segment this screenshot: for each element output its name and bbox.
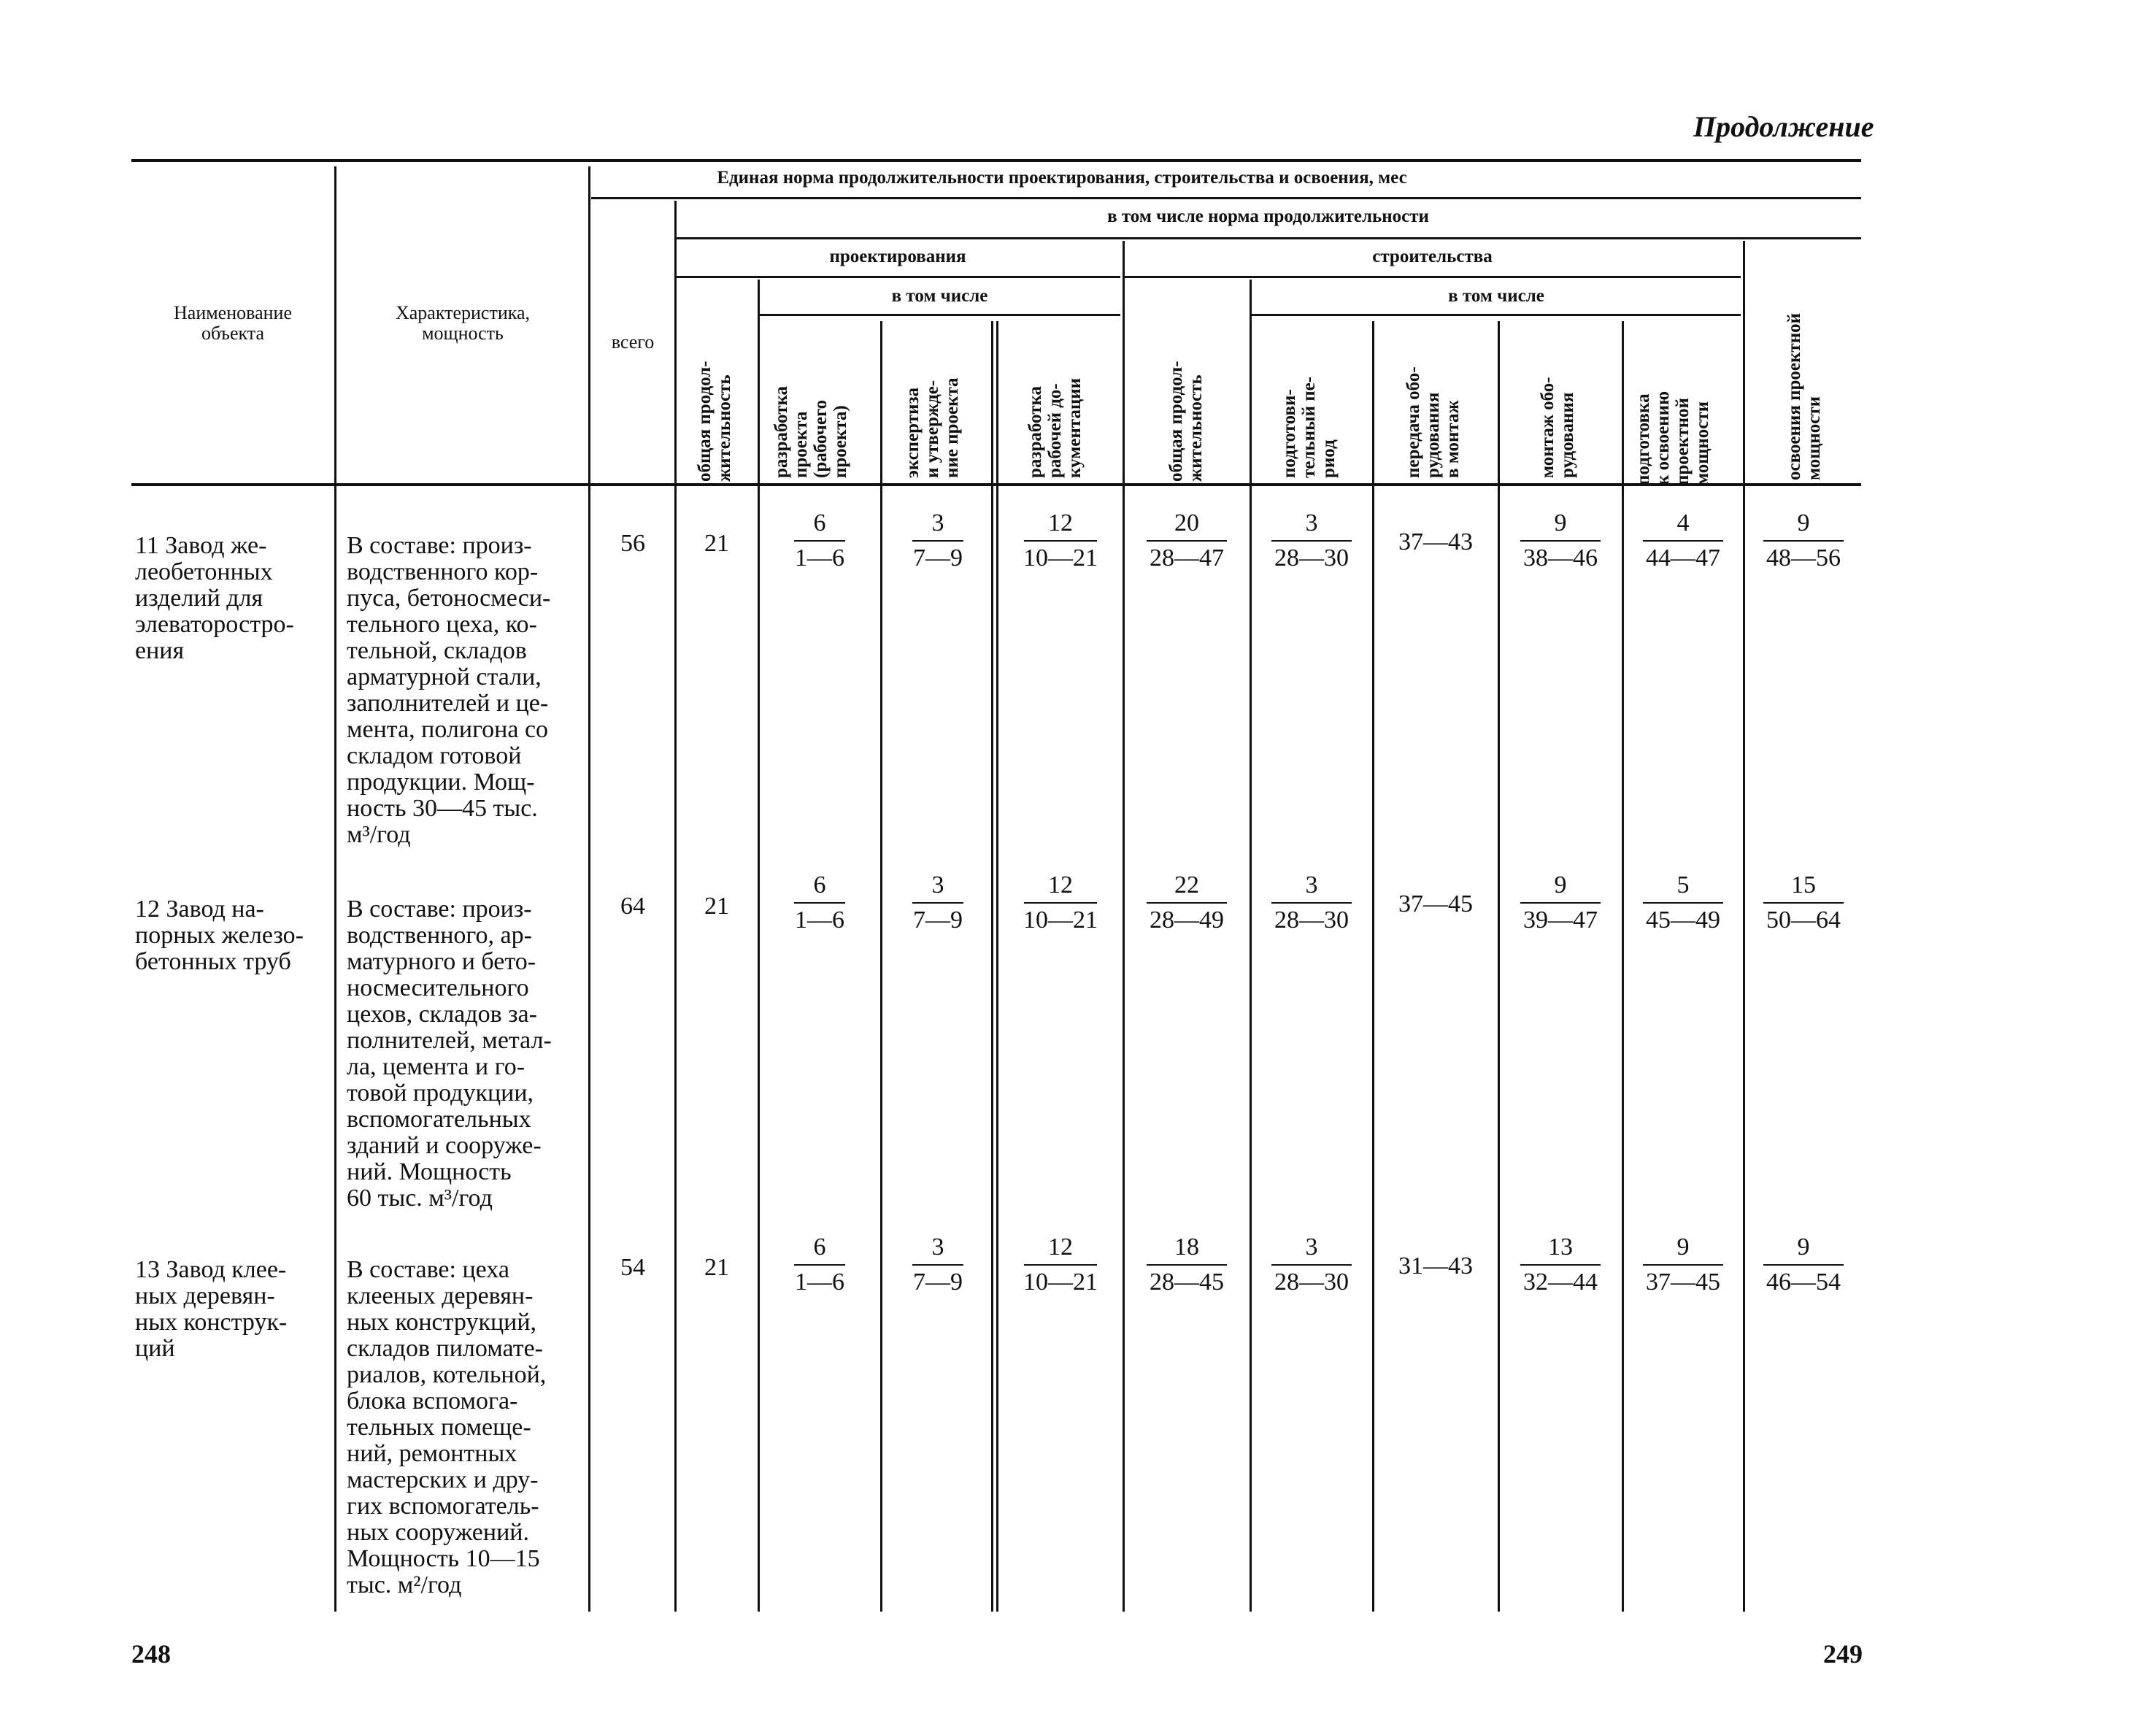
row-13-constr-mount: 13 32—44 bbox=[1501, 1235, 1620, 1295]
row-13-design-project: 6 1—6 bbox=[795, 1234, 844, 1296]
row-12-characteristic: В составе: произ- водственного, ар- матурного и бето- носмесительного цехов, складов за- полнителей, метал- ла, цемента и го- товой продукции, вспомогательных зданий и сооруже- ний. Мощность 60 тыс. м³/год bbox=[347, 896, 552, 1212]
vline-12 bbox=[1743, 241, 1745, 1612]
row-12-constr-mount: 9 39—47 bbox=[1501, 873, 1620, 933]
header-rule-design-sub bbox=[759, 314, 1120, 316]
header-constr-incl: в том числе bbox=[1448, 286, 1544, 306]
header-design-docs: разработка рабочей до- кументации bbox=[1025, 377, 1085, 478]
row-13-constr-prep: 3 28—30 bbox=[1252, 1235, 1371, 1295]
row-13-constr-ready: 9 37—45 bbox=[1625, 1235, 1741, 1295]
row-11-constr-total: 20 28—47 bbox=[1125, 511, 1248, 571]
vline-4 bbox=[758, 280, 760, 1612]
row-13-mastery: 9 46—54 bbox=[1746, 1235, 1861, 1295]
row-13-total: 54 bbox=[620, 1254, 645, 1281]
page-number-left: 248 bbox=[131, 1639, 171, 1669]
row-11-design-project: 6 1—6 bbox=[795, 509, 844, 572]
header-construction: строительства bbox=[1372, 247, 1493, 266]
row-12-design-total: 21 bbox=[704, 893, 729, 920]
header-mastery: освоения проектной мощности bbox=[1785, 312, 1824, 480]
header-constr-mount: монтаж обо- рудования bbox=[1538, 377, 1577, 478]
vline-5 bbox=[880, 321, 882, 1612]
row-12-constr-total: 22 28—49 bbox=[1125, 873, 1248, 933]
row-12-total: 64 bbox=[620, 893, 645, 920]
header-rule-constr bbox=[1124, 276, 1741, 278]
row-11-mastery: 9 48—56 bbox=[1746, 511, 1861, 571]
header-rule-2 bbox=[675, 237, 1861, 239]
header-char-col: Характеристика, мощность bbox=[395, 302, 531, 344]
header-design: проектирования bbox=[829, 247, 966, 266]
row-12-mastery: 15 50—64 bbox=[1746, 873, 1861, 933]
header-constr-total: общая продол- жительность bbox=[1166, 361, 1206, 482]
header-constr-transfer: передача обо- рудования в монтаж bbox=[1404, 366, 1463, 478]
header-design-expertise: экспертиза и утвержде- ние проекта bbox=[903, 377, 962, 478]
row-11-characteristic: В составе: произ- водственного кор- пуса, бетоносмеси- тельного цеха, ко- тельной, складов арматурной стали, заполнителей и це- мента, полигона со складом готовой продукции. Мощ- ность 30—45 тыс. м³/год bbox=[347, 532, 551, 848]
page-number-right: 249 bbox=[1823, 1639, 1863, 1669]
header-rule-1 bbox=[591, 197, 1861, 199]
vline-3 bbox=[674, 201, 677, 1612]
row-12-constr-prep: 3 28—30 bbox=[1252, 873, 1371, 933]
header-constr-prep: подготови- тельный пе- риод bbox=[1279, 376, 1339, 478]
row-13-constr-total: 18 28—45 bbox=[1125, 1235, 1248, 1295]
row-12-design-docs: 12 10—21 bbox=[1023, 871, 1098, 934]
continuation-label: Продолжение bbox=[1693, 110, 1874, 143]
header-total: всего bbox=[611, 331, 655, 353]
vline-8 bbox=[1250, 280, 1252, 1612]
header-design-project: разработка проекта (рабочего проекта) bbox=[771, 385, 850, 478]
header-rule-constr-sub bbox=[1252, 314, 1741, 316]
row-12-design-expertise: 3 7—9 bbox=[913, 871, 963, 934]
header-design-incl: в том числе bbox=[891, 286, 988, 306]
header-constr-ready: подготовка к освоению проектной мощности bbox=[1633, 390, 1712, 485]
row-13-design-docs: 12 10—21 bbox=[1023, 1234, 1098, 1296]
row-13-constr-transfer: 31—43 bbox=[1398, 1252, 1473, 1279]
vline-10 bbox=[1498, 321, 1500, 1612]
header-rule-design bbox=[675, 276, 1120, 278]
table-top-rule bbox=[131, 159, 1861, 162]
row-11-constr-prep: 3 28—30 bbox=[1252, 511, 1371, 571]
row-11-constr-transfer: 37—43 bbox=[1398, 528, 1473, 555]
vline-2 bbox=[588, 166, 590, 1612]
row-13-name: 13 Завод клее- ных деревян- ных конструк- ций bbox=[135, 1256, 288, 1362]
row-11-design-expertise: 3 7—9 bbox=[913, 509, 963, 572]
row-13-design-total: 21 bbox=[704, 1254, 729, 1281]
row-13-design-expertise: 3 7—9 bbox=[913, 1234, 963, 1296]
row-12-constr-transfer: 37—45 bbox=[1398, 890, 1473, 917]
row-13-characteristic: В составе: цеха клееных деревян- ных конструкций, складов пиломате- риалов, котельной, блока вспомога- тельных помеще- ний, ремонтных мастерских и дру- гих вспомогатель- ных сооружений. Мощность 10—15 тыс. м²/год bbox=[347, 1256, 547, 1598]
vline-6b bbox=[996, 321, 998, 1612]
row-11-name: 11 Завод же- леобетонных изделий для элеваторостро- ения bbox=[135, 532, 294, 664]
vline-11 bbox=[1622, 321, 1624, 1612]
row-12-name: 12 Завод на- порных железо- бетонных труб bbox=[135, 896, 304, 975]
vline-1 bbox=[334, 166, 336, 1612]
vline-9 bbox=[1372, 321, 1374, 1612]
row-11-constr-ready: 4 44—47 bbox=[1625, 511, 1741, 571]
vline-7 bbox=[1123, 241, 1125, 1612]
row-11-total: 56 bbox=[620, 530, 645, 557]
header-name-col: Наименование объекта bbox=[174, 302, 292, 344]
header-incl-norm: в том числе норма продолжительности bbox=[1107, 207, 1429, 226]
row-11-design-total: 21 bbox=[704, 530, 729, 557]
row-12-design-project: 6 1—6 bbox=[795, 871, 844, 934]
row-11-constr-mount: 9 38—46 bbox=[1501, 511, 1620, 571]
header-unified-norm: Единая норма продолжительности проектирования, строительства и освоения, мес bbox=[717, 168, 1407, 188]
row-12-constr-ready: 5 45—49 bbox=[1625, 873, 1741, 933]
row-11-design-docs: 12 10—21 bbox=[1023, 509, 1098, 572]
header-design-total: общая продол- жительность bbox=[695, 361, 734, 482]
